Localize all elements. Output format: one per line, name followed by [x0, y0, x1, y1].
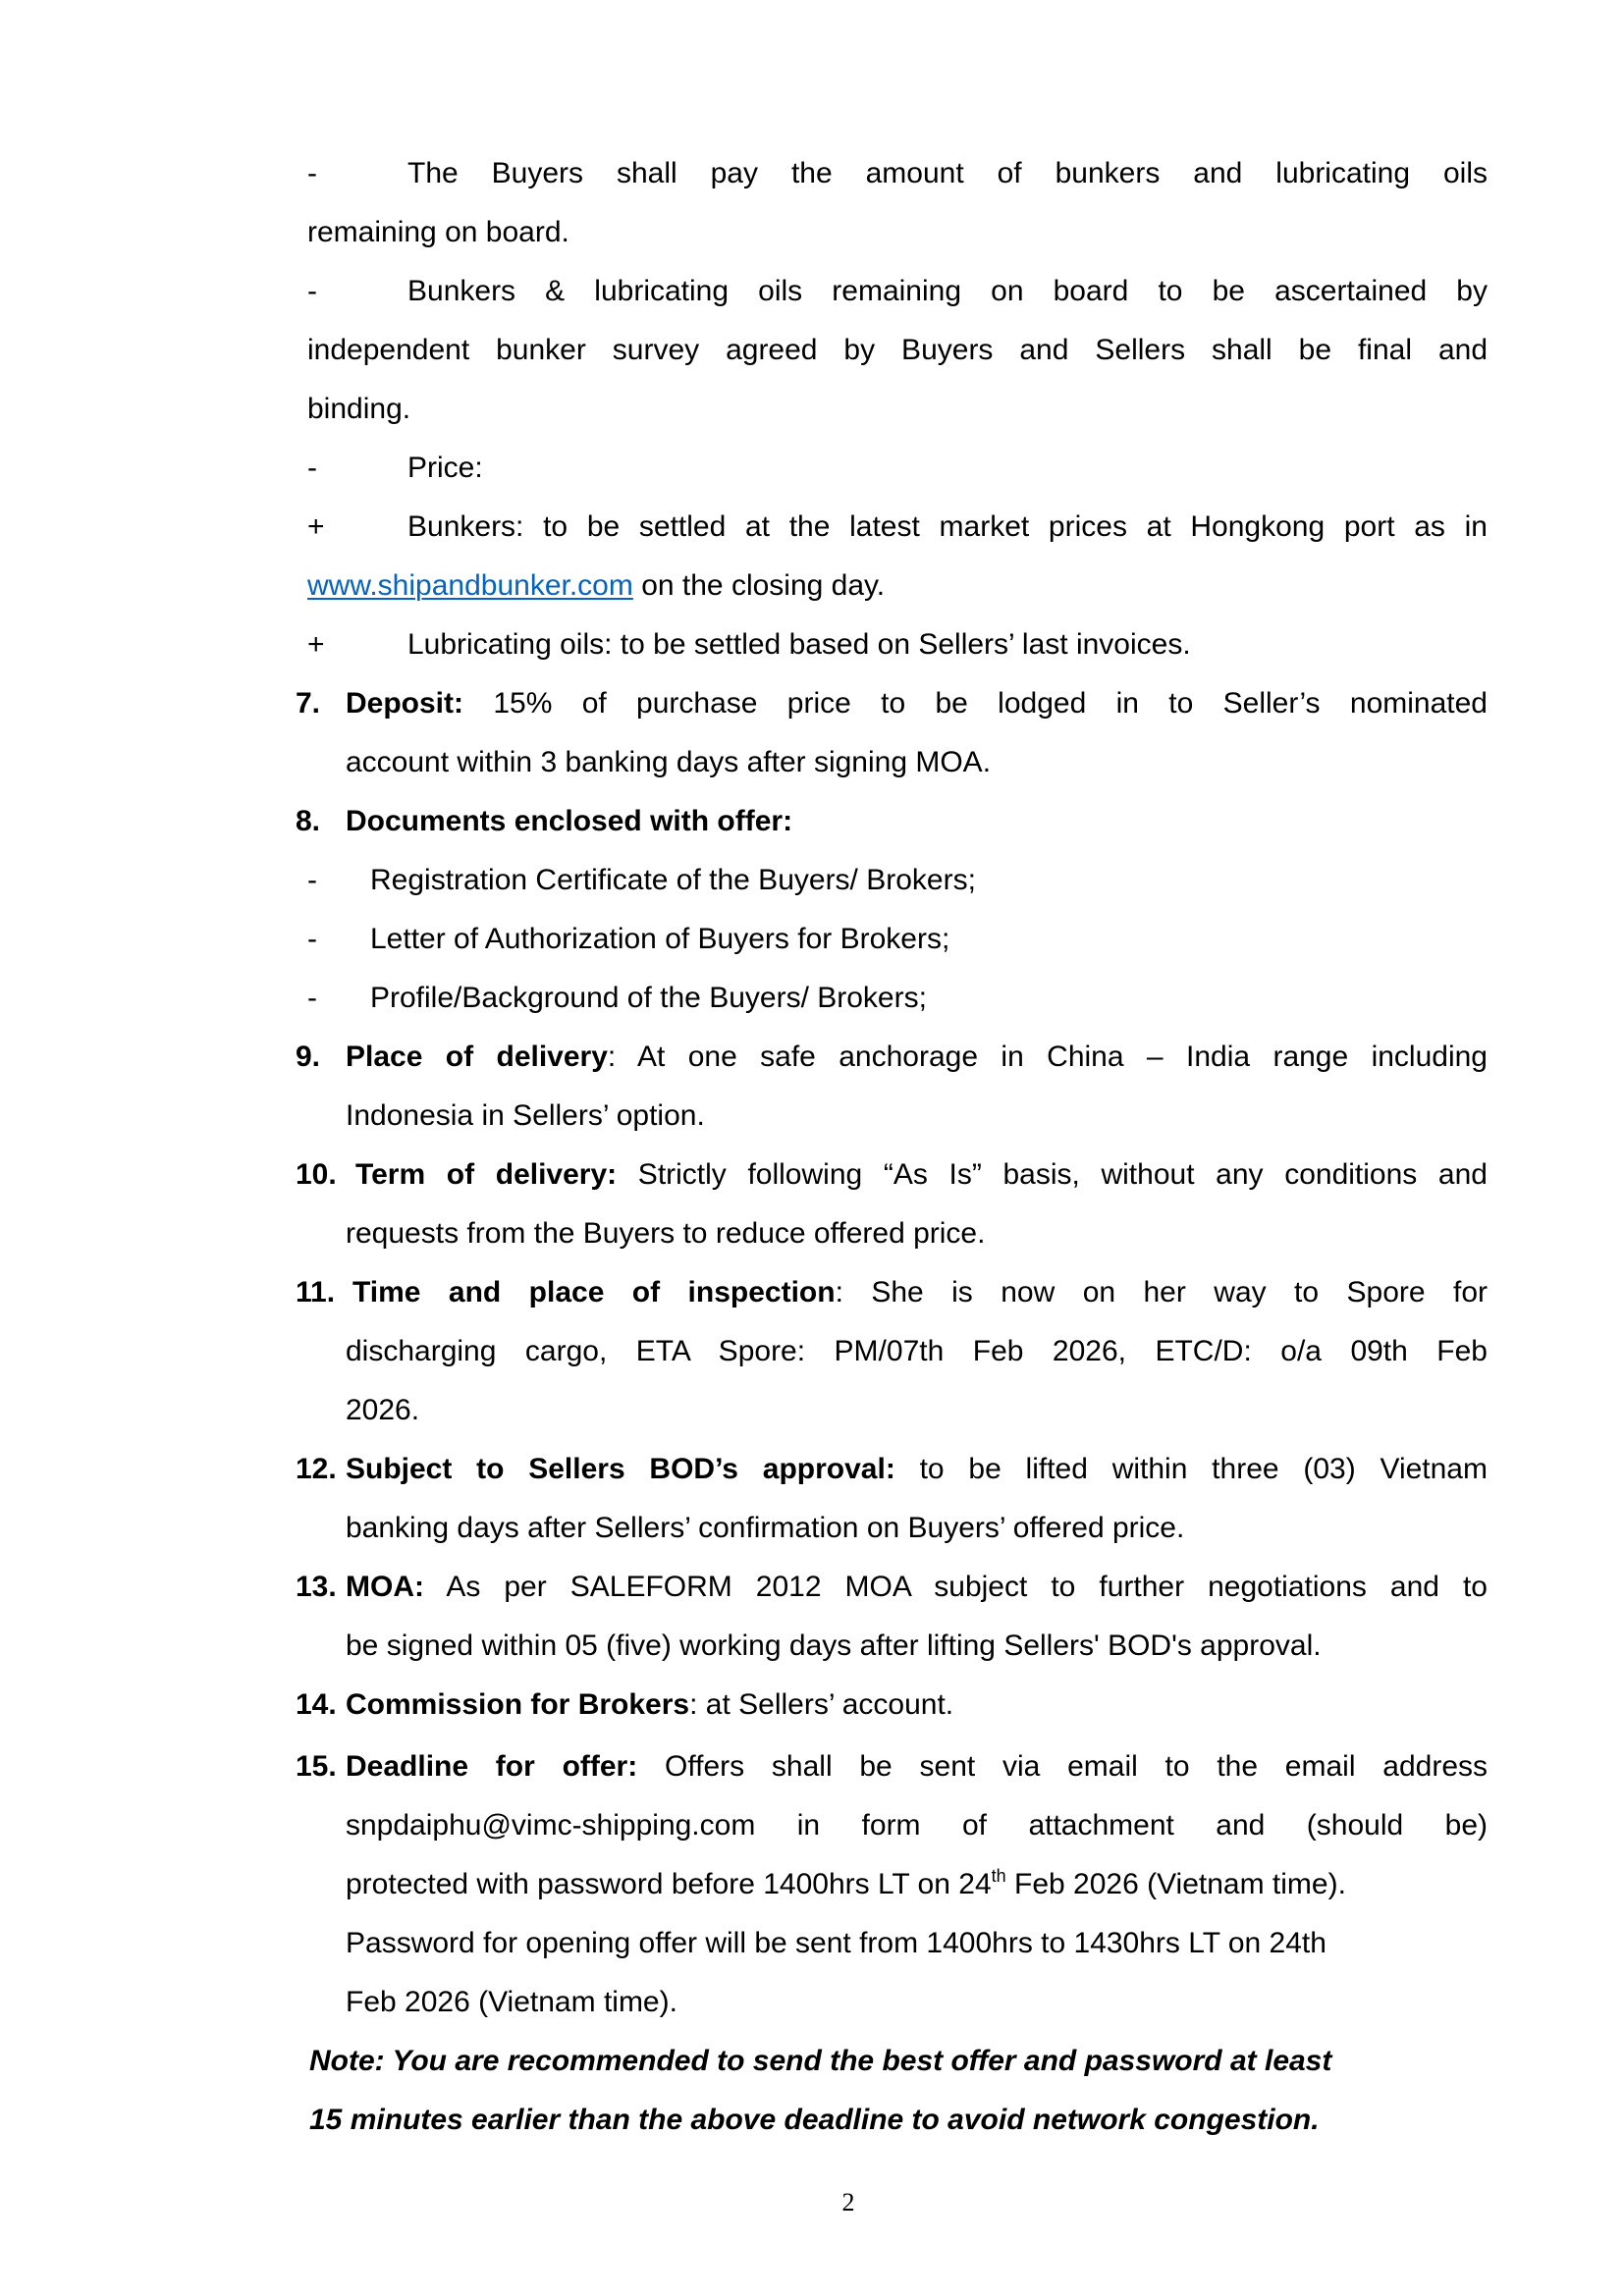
plus-marker: + — [307, 510, 325, 543]
item-7-deposit — [296, 686, 1488, 721]
item-text: Feb 2026 (Vietnam time). — [1005, 1868, 1346, 1900]
dash-marker: - — [307, 864, 317, 896]
item-title: Documents enclosed with offer: — [346, 805, 793, 837]
item-12-bod-approval — [296, 1452, 1488, 1487]
bunker-bullet-2-line-2: independent bunker survey agreed by Buyers and Sellers shall be final and — [307, 334, 1488, 366]
item-text: : At one safe anchorage in China – India range including — [607, 1041, 1488, 1073]
item-15-line-1 — [346, 1749, 1488, 1785]
item-11-line-3: 2026. — [346, 1394, 420, 1426]
bunker-bullet-1-line-2: remaining on board. — [307, 216, 569, 248]
sub-item-text: Letter of Authorization of Buyers for Brokers; — [370, 923, 950, 955]
item-text: 15% of purchase price to be lodged in to Seller’s nominated — [463, 687, 1488, 720]
item-12-line-2: banking days after Sellers’ confirmation on Buyers’ offered price. — [346, 1512, 1185, 1544]
item-13-moa — [296, 1570, 1488, 1605]
item-title: Place of delivery — [346, 1041, 608, 1073]
plus-marker: + — [307, 628, 325, 661]
bunker-bullet-1-line-1: The Buyers shall pay the amount of bunkers and lubricating oils — [407, 157, 1488, 189]
ordinal-suffix: th — [991, 1866, 1006, 1886]
item-11-line-2: discharging cargo, ETA Spore: PM/07th Feb 2026, ETC/D: o/a 09th Feb — [346, 1335, 1488, 1367]
item-title: Deposit: — [346, 687, 463, 720]
document-sub-item — [307, 922, 1488, 957]
item-10-line-1 — [355, 1157, 1488, 1193]
shipandbunker-link[interactable]: www.shipandbunker.com — [307, 569, 633, 602]
item-number: 8. — [296, 805, 321, 837]
bunker-bullet-1 — [307, 156, 1488, 191]
item-title: Commission for Brokers — [346, 1688, 690, 1721]
item-10-term-of-delivery — [296, 1157, 1488, 1193]
item-9-line-2: Indonesia in Sellers’ option. — [346, 1099, 705, 1132]
lubricating-oils-item — [307, 627, 1488, 663]
bunker-bullet-2 — [307, 274, 1488, 309]
item-title: Subject to Sellers BOD’s approval: — [346, 1453, 895, 1485]
item-title: Time and place of inspection — [352, 1276, 836, 1308]
note-line-1: Note: You are recommended to send the best offer and password at least — [309, 2045, 1332, 2077]
item-11-inspection — [296, 1275, 1488, 1310]
page-number: 2 — [841, 2188, 855, 2216]
item-15-deadline — [296, 1749, 1488, 1785]
dash-marker: - — [307, 982, 317, 1014]
item-15-line-2-email: snpdaiphu@vimc-shipping.com in form of attachment and (should be) — [346, 1809, 1488, 1842]
bunkers-price-line-2 — [307, 568, 1488, 604]
bunker-bullet-2-line-1: Bunkers & lubricating oils remaining on board to be ascertained by — [407, 275, 1488, 307]
item-9-place-of-delivery — [296, 1040, 1488, 1075]
dash-marker: - — [307, 452, 317, 484]
price-label: Price: — [407, 452, 483, 484]
item-14-line-1 — [346, 1687, 1488, 1723]
dash-marker: - — [307, 923, 317, 955]
price-heading — [307, 451, 1488, 486]
document-sub-item — [307, 863, 1488, 898]
bunkers-price-line-1: Bunkers: to be settled at the latest market prices at Hongkong port as in — [407, 510, 1488, 543]
document-sub-item — [307, 981, 1488, 1016]
lubricating-oils-text: Lubricating oils: to be settled based on Sellers’ last invoices. — [407, 628, 1191, 661]
item-text: Offers shall be sent via email to the email address — [637, 1750, 1488, 1783]
item-number: 14. — [296, 1688, 337, 1721]
item-number: 15. — [296, 1750, 337, 1783]
item-10-line-2: requests from the Buyers to reduce offered price. — [346, 1217, 986, 1250]
sub-item-text: Profile/Background of the Buyers/ Brokers; — [370, 982, 927, 1014]
bunkers-price-item — [307, 509, 1488, 545]
item-13-line-1 — [346, 1570, 1488, 1605]
item-number: 13. — [296, 1571, 337, 1603]
item-number: 7. — [296, 687, 321, 720]
item-number: 9. — [296, 1041, 321, 1073]
item-title: MOA: — [346, 1571, 424, 1603]
note-line-2: 15 minutes earlier than the above deadline to avoid network congestion. — [309, 2104, 1320, 2136]
item-text: : at Sellers’ account. — [689, 1688, 954, 1721]
bunkers-price-line-2-rest: on the closing day. — [632, 569, 886, 602]
item-text: : She is now on her way to Spore for — [835, 1276, 1488, 1308]
item-title: Term of delivery: — [355, 1158, 618, 1191]
item-15-line-5: Feb 2026 (Vietnam time). — [346, 1986, 677, 2018]
item-15-line-3 — [346, 1867, 1346, 1902]
item-number: 10. — [296, 1158, 337, 1191]
item-title: Deadline for offer: — [346, 1750, 638, 1783]
dash-marker: - — [307, 157, 317, 189]
item-7-line-2: account within 3 banking days after signing MOA. — [346, 746, 992, 778]
item-number: 11. — [296, 1276, 336, 1308]
item-text: As per SALEFORM 2012 MOA subject to further negotiations and to — [423, 1571, 1488, 1603]
bunker-bullet-2-line-3: binding. — [307, 393, 411, 425]
item-text: protected with password before 1400hrs LT on 24 — [346, 1868, 992, 1900]
item-15-line-4: Password for opening offer will be sent from 1400hrs to 1430hrs LT on 24th — [346, 1927, 1326, 1959]
item-12-line-1 — [346, 1452, 1488, 1487]
item-7-line-1 — [346, 686, 1488, 721]
item-11-line-1 — [352, 1275, 1488, 1310]
item-number: 12. — [296, 1453, 337, 1485]
item-8-documents — [296, 804, 1488, 839]
item-text: to be lifted within three (03) Vietnam — [894, 1453, 1488, 1485]
item-13-line-2: be signed within 05 (five) working days after lifting Sellers' BOD's approval. — [346, 1629, 1322, 1662]
item-14-commission — [296, 1687, 1488, 1723]
sub-item-text: Registration Certificate of the Buyers/ Brokers; — [370, 864, 976, 896]
dash-marker: - — [307, 275, 317, 307]
item-text: Strictly following “As Is” basis, without any conditions and — [617, 1158, 1488, 1191]
item-9-line-1 — [346, 1040, 1488, 1075]
